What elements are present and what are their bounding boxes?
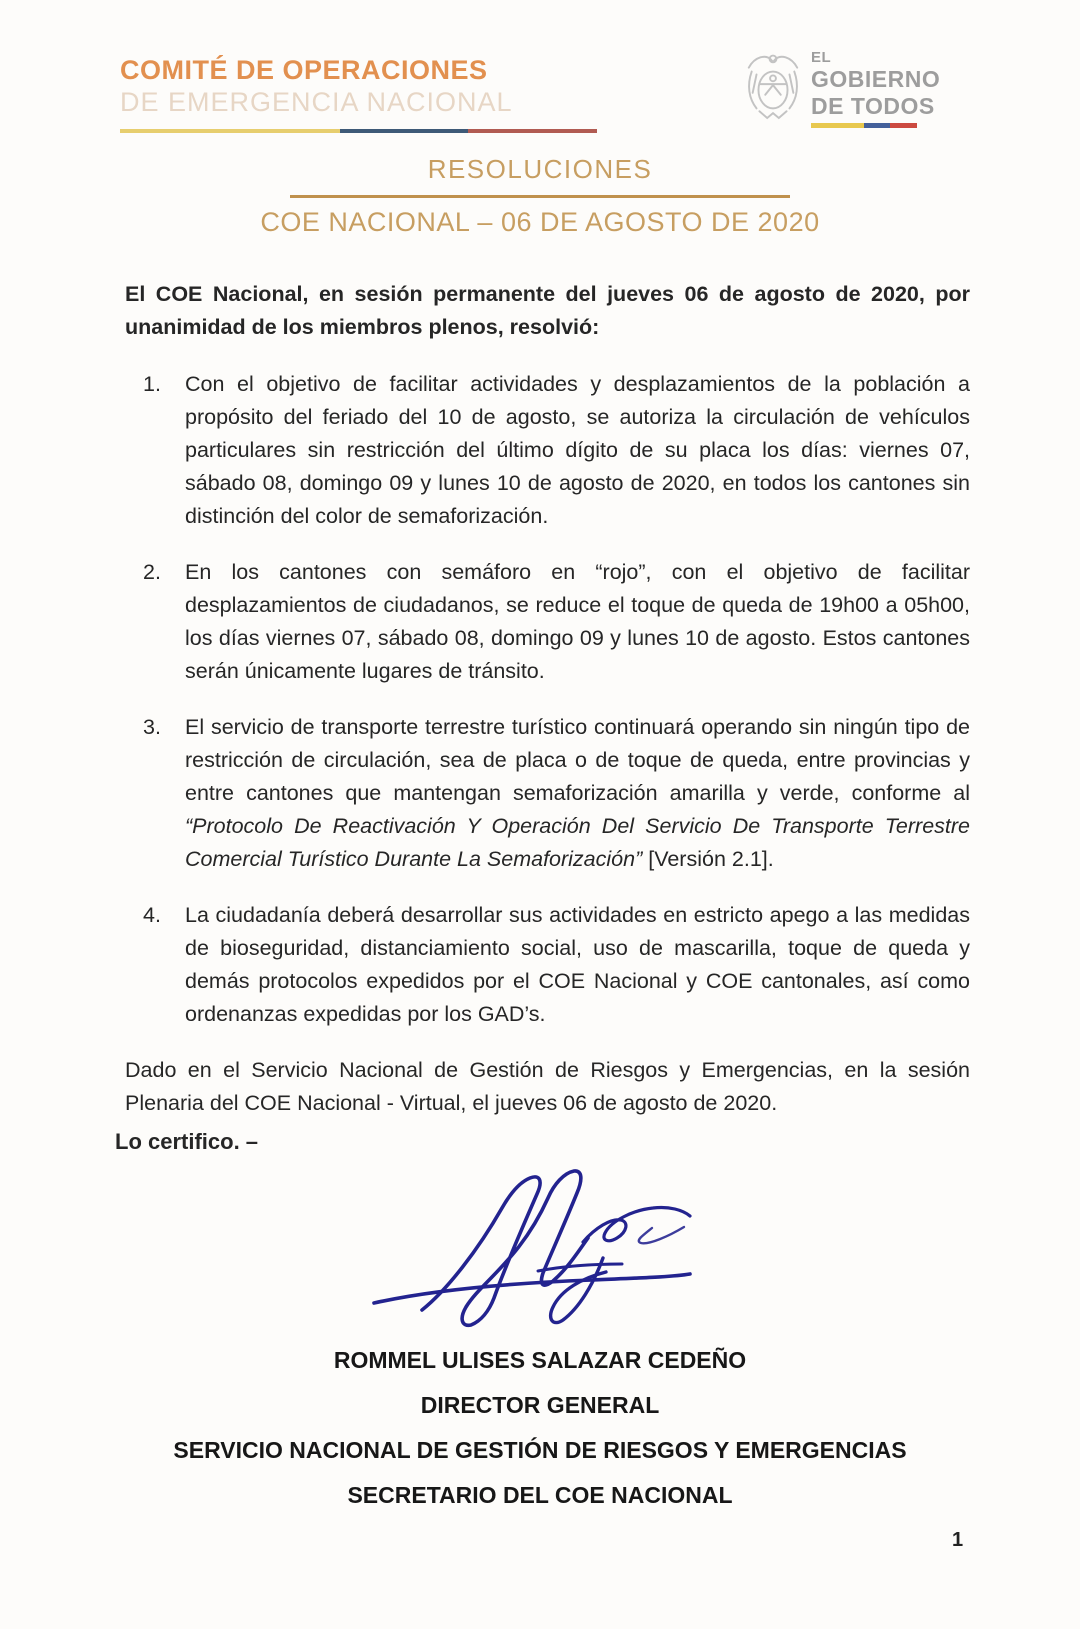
government-logo xyxy=(742,50,940,131)
resolution-item-1 xyxy=(125,368,970,533)
committee-logo xyxy=(120,55,597,133)
title-divider xyxy=(290,195,790,198)
signer-title: DIRECTOR GENERAL xyxy=(420,1392,660,1418)
signer-name: ROMMEL ULISES SALAZAR CEDEÑO xyxy=(333,1347,747,1373)
flag-red-segment xyxy=(890,123,917,128)
flag-blue-segment xyxy=(340,129,468,133)
flag-blue-segment xyxy=(864,123,890,128)
government-logo-text xyxy=(811,50,940,128)
page-number: 1 xyxy=(952,1529,964,1551)
document-title-block xyxy=(0,154,1080,238)
resolution-text-suffix: [Versión 2.1]. xyxy=(642,847,774,871)
document-title: RESOLUCIONES xyxy=(427,154,653,184)
closing-paragraph: Dado en el Servicio Nacional de Gestión de Riesgos y Emergencias, en la sesión Plenaria del COE Nacional - Virtual, el jueves 06 de agosto de 2020. xyxy=(125,1058,970,1115)
document-body xyxy=(115,278,970,1158)
resolution-item-2 xyxy=(125,556,970,688)
resolution-text: El servicio de transporte terrestre turístico continuará operando sin ningún tipo de restricción de circulación, sea de placa o de toque de queda, entre provincias y entre cantones que mantengan semaforización amarilla y verde, conforme al xyxy=(185,715,970,805)
government-text-line2: GOBIERNO xyxy=(811,66,941,92)
intro-paragraph: El COE Nacional, en sesión permanente del jueves 06 de agosto de 2020, por unanimidad de los miembros plenos, resolvió: xyxy=(125,282,970,339)
resolution-item-4 xyxy=(125,899,970,1031)
government-flag-bar xyxy=(811,123,917,128)
handwritten-signature-icon xyxy=(352,1138,702,1343)
resolution-item-3 xyxy=(125,711,970,876)
certification-line: Lo certifico. – xyxy=(115,1129,259,1154)
resolution-number: 1. xyxy=(143,372,161,396)
resolution-number: 4. xyxy=(143,903,161,927)
resolution-text: La ciudadanía deberá desarrollar sus actividades en estricto apego a las medidas de bioseguridad, distanciamiento social, uso de mascarilla, toque de queda y demás protocolos expedidos por el COE Nacional y COE cantonales, así como ordenanzas expedidas por los GAD’s. xyxy=(185,903,970,1026)
committee-name-line1: COMITÉ DE OPERACIONES xyxy=(120,55,488,85)
resolution-text: Con el objetivo de facilitar actividades y desplazamientos de la población a propósito del feriado del 10 de agosto, se autoriza la circulación de vehículos particulares sin restricción del último dígito de su placa los días: viernes 07, sábado 08, domingo 09 y lunes 10 de agosto de 2020, en todos los cantones sin distinción del color de semaforización. xyxy=(185,372,970,528)
committee-name-line2: DE EMERGENCIA NACIONAL xyxy=(120,87,513,117)
flag-red-segment xyxy=(468,129,597,133)
signer-organization: SERVICIO NACIONAL DE GESTIÓN DE RIESGOS Y EMERGENCIAS xyxy=(173,1437,907,1463)
signer-block xyxy=(0,1338,1080,1518)
ecuador-coat-of-arms-icon xyxy=(742,50,804,131)
flag-yellow-segment xyxy=(120,129,340,133)
resolution-number: 3. xyxy=(143,715,161,739)
protocol-title-italic: “Protocolo De Reactivación Y Operación Del Servicio De Transporte Terrestre Comercial Turístico Durante La Semaforización” xyxy=(185,814,970,871)
ecuador-flag-bar xyxy=(120,129,597,133)
document-subtitle: COE NACIONAL – 06 DE AGOSTO DE 2020 xyxy=(260,207,820,237)
government-text-line1: EL xyxy=(811,49,832,66)
signer-role: SECRETARIO DEL COE NACIONAL xyxy=(347,1482,733,1508)
resolution-text: En los cantones con semáforo en “rojo”, con el objetivo de facilitar desplazamientos de ciudadanos, se reduce el toque de queda de 19h00 a 05h00, los días viernes 07, sábado 08, domingo 09 y lunes 10 de agosto. Estos cantones serán únicamente lugares de tránsito. xyxy=(185,560,970,683)
flag-yellow-segment xyxy=(811,123,864,128)
resolution-number: 2. xyxy=(143,560,161,584)
government-text-line3: DE TODOS xyxy=(811,93,935,119)
